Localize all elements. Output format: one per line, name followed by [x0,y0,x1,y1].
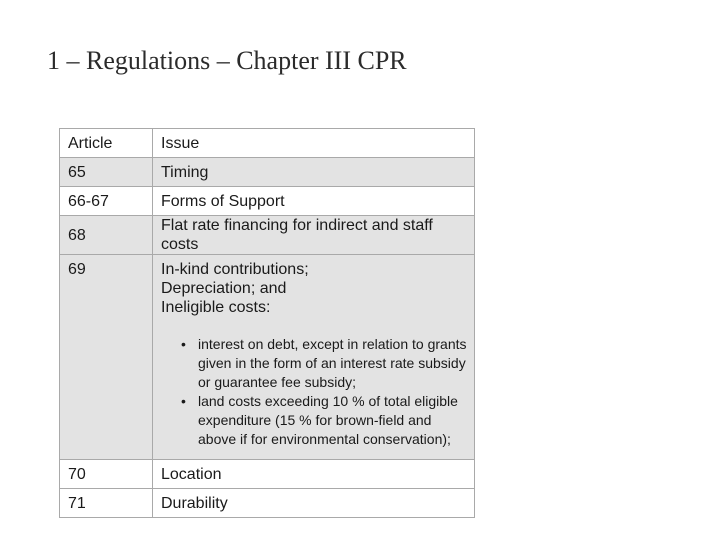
regulations-table [59,128,475,518]
table-row [60,187,475,216]
issue-cell [153,255,475,460]
header-article: Article [60,129,153,158]
ineligible-costs-list [161,335,474,449]
issue-cell: Location [153,460,475,489]
header-issue: Issue [153,129,475,158]
table-header-row [60,129,475,158]
table-row [60,460,475,489]
issue-line: In-kind contributions; [161,261,309,278]
table-row [60,158,475,187]
issue-cell: Flat rate financing for indirect and staff costs [153,216,475,255]
article-cell: 70 [60,460,153,489]
bullet-text: land costs exceeding 10 % of total eligible expenditure (15 % for brown-field and above if for environmental conservation); [198,393,458,447]
bullet-icon: • [181,336,186,352]
list-item [181,392,468,449]
article-cell: 66-67 [60,187,153,216]
bullet-text: interest on debt, except in relation to grants given in the form of an interest rate subsidy or guarantee fee subsidy; [198,336,467,390]
article-cell: 71 [60,489,153,518]
article-cell: 68 [60,216,153,255]
table-row [60,489,475,518]
issue-cell: Durability [153,489,475,518]
list-item [181,335,468,392]
issue-lines [161,260,474,317]
bullet-icon: • [181,393,186,409]
article-cell: 69 [60,255,153,460]
article-cell: 65 [60,158,153,187]
issue-line: Depreciation; and [161,280,287,297]
issue-cell: Forms of Support [153,187,475,216]
table-row [60,216,475,255]
table-row [60,255,475,460]
issue-line: Ineligible costs: [161,299,271,316]
issue-cell: Timing [153,158,475,187]
slide-title: 1 – Regulations – Chapter III CPR [47,46,407,75]
